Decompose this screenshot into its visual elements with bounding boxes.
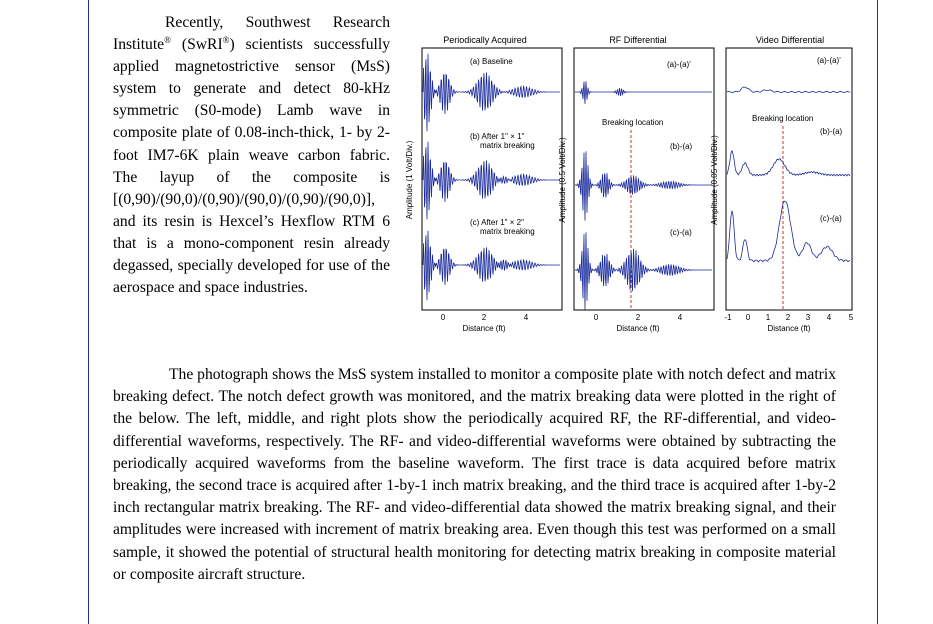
panel1-trace-b [423, 142, 560, 219]
panel1-traces [423, 54, 560, 300]
registered-mark-1: ® [164, 34, 171, 45]
panel2-trace-a [575, 81, 712, 104]
panel3-label-c: (c)-(a) [820, 214, 842, 223]
intro-paragraph [113, 12, 390, 299]
intro-text-start: Recently, Southwest Research Institute [113, 14, 390, 54]
waveform-figure [402, 30, 862, 340]
panel1-label-b2: matrix breaking [480, 141, 535, 150]
intro-text-rest: ) scientists successfully applied magnetostrictive sensor (MsS) system to generate and detect 80-kHz symmetric (S0-mode) Lamb wave in composite plate of 0.08-inch-thick, 1- by 2-foot IM7-6K plain weave carbon fabric. The layup of the composite is [(0,90)/(90,0)/(0,90)/(90,0)/(0,90)/(90,0)], and its resin is Hexcel’s Hexflow RTM 6 that is a mono-component resin already degassed, specially developed for use of the aerospace and space industries. [113, 36, 390, 297]
panel2-label-b: (b)-(a) [670, 142, 693, 151]
panel2-label-a: (a)-(a)' [667, 60, 691, 69]
panel1-label-a: (a) Baseline [470, 57, 513, 66]
panel2-tick-0: 0 [593, 313, 599, 322]
panel3-ylabel: Amplitude (0.05 Volt/Div.) [710, 135, 719, 225]
panel3-tick-0: 0 [745, 313, 751, 322]
panel3-tick-4: 4 [826, 313, 832, 322]
body-paragraph: The photograph shows the MsS system installed to monitor a composite plate with notch defect and matrix breaking defect. The notch defect growth was monitored, and the matrix breaking data were plotted in the right of the below. The left, middle, and right plots show the periodically acquired RF, the RF-differential, and video-differential waveforms, respectively. The RF- and video-differential waveforms were obtained by subtracting the periodically acquired waveforms from the baseline waveform. The first trace is data acquired before matrix breaking, the second trace is acquired after 1-by-1 inch matrix breaking, and the third trace is acquired after 1-by-2 inch rectangular matrix breaking. The RF- and video-differential data showed the matrix breaking signal, and their amplitudes were increased with increment of matrix breaking area. Even though this test was performed on a small sample, it showed the potential of structural health monitoring for detecting matrix breaking in composite material or composite aircraft structure. [113, 366, 836, 583]
panel3-label-a: (a)-(a)' [817, 56, 841, 65]
panel1-ylabel: Amplitude (1 Volt/Div.) [405, 140, 414, 220]
panel3-trace-b [727, 151, 850, 176]
panel1-title: Periodically Acquired [443, 35, 527, 45]
panel3-title: Video Differential [755, 35, 825, 45]
panel-video-differential [710, 35, 854, 333]
panel1-label-c1: (c) After 1" × 2" [470, 218, 524, 227]
registered-mark-2: ® [222, 34, 230, 45]
panel3-tick-5: 5 [848, 313, 854, 322]
panel2-trace-b [575, 151, 712, 220]
panel3-tick-2: 2 [785, 313, 791, 322]
panel2-tick-2: 2 [635, 313, 641, 322]
panel3-tick-3: 3 [805, 313, 811, 322]
panel1-label-b1: (b) After 1" × 1" [470, 132, 525, 141]
panel2-ylabel: Amplitude (0.5 Volt/Div.) [558, 137, 567, 223]
panel1-xlabel: Distance (ft) [462, 324, 506, 333]
panel2-traces [575, 81, 712, 309]
intro-text-mid: (SwRI [170, 36, 223, 54]
panel2-xlabel: Distance (ft) [616, 324, 660, 333]
panel1-tick-0: 0 [440, 313, 446, 322]
panel2-tick-4: 4 [677, 313, 683, 322]
panel1-trace-c [423, 231, 560, 301]
panel-periodically-acquired [405, 35, 562, 333]
panel-rf-differential [558, 35, 714, 333]
panel2-title: RF Differential [609, 35, 667, 45]
panel3-tick-1: 1 [765, 313, 771, 322]
panel1-tick-4: 4 [523, 313, 529, 322]
panel3-label-b: (b)-(a) [820, 127, 843, 136]
panel1-tick-2: 2 [481, 313, 487, 322]
panel3-annotation: Breaking location [752, 114, 814, 123]
panel1-label-c2: matrix breaking [480, 227, 535, 236]
panel2-label-c: (c)-(a) [670, 228, 692, 237]
panel3-tick-m1: -1 [724, 313, 732, 322]
panel3-xlabel: Distance (ft) [767, 324, 811, 333]
panel2-annotation: Breaking location [602, 118, 664, 127]
panel3-trace-a [727, 87, 850, 93]
panel3-trace-c [727, 201, 850, 262]
panel2-trace-c [575, 232, 712, 309]
